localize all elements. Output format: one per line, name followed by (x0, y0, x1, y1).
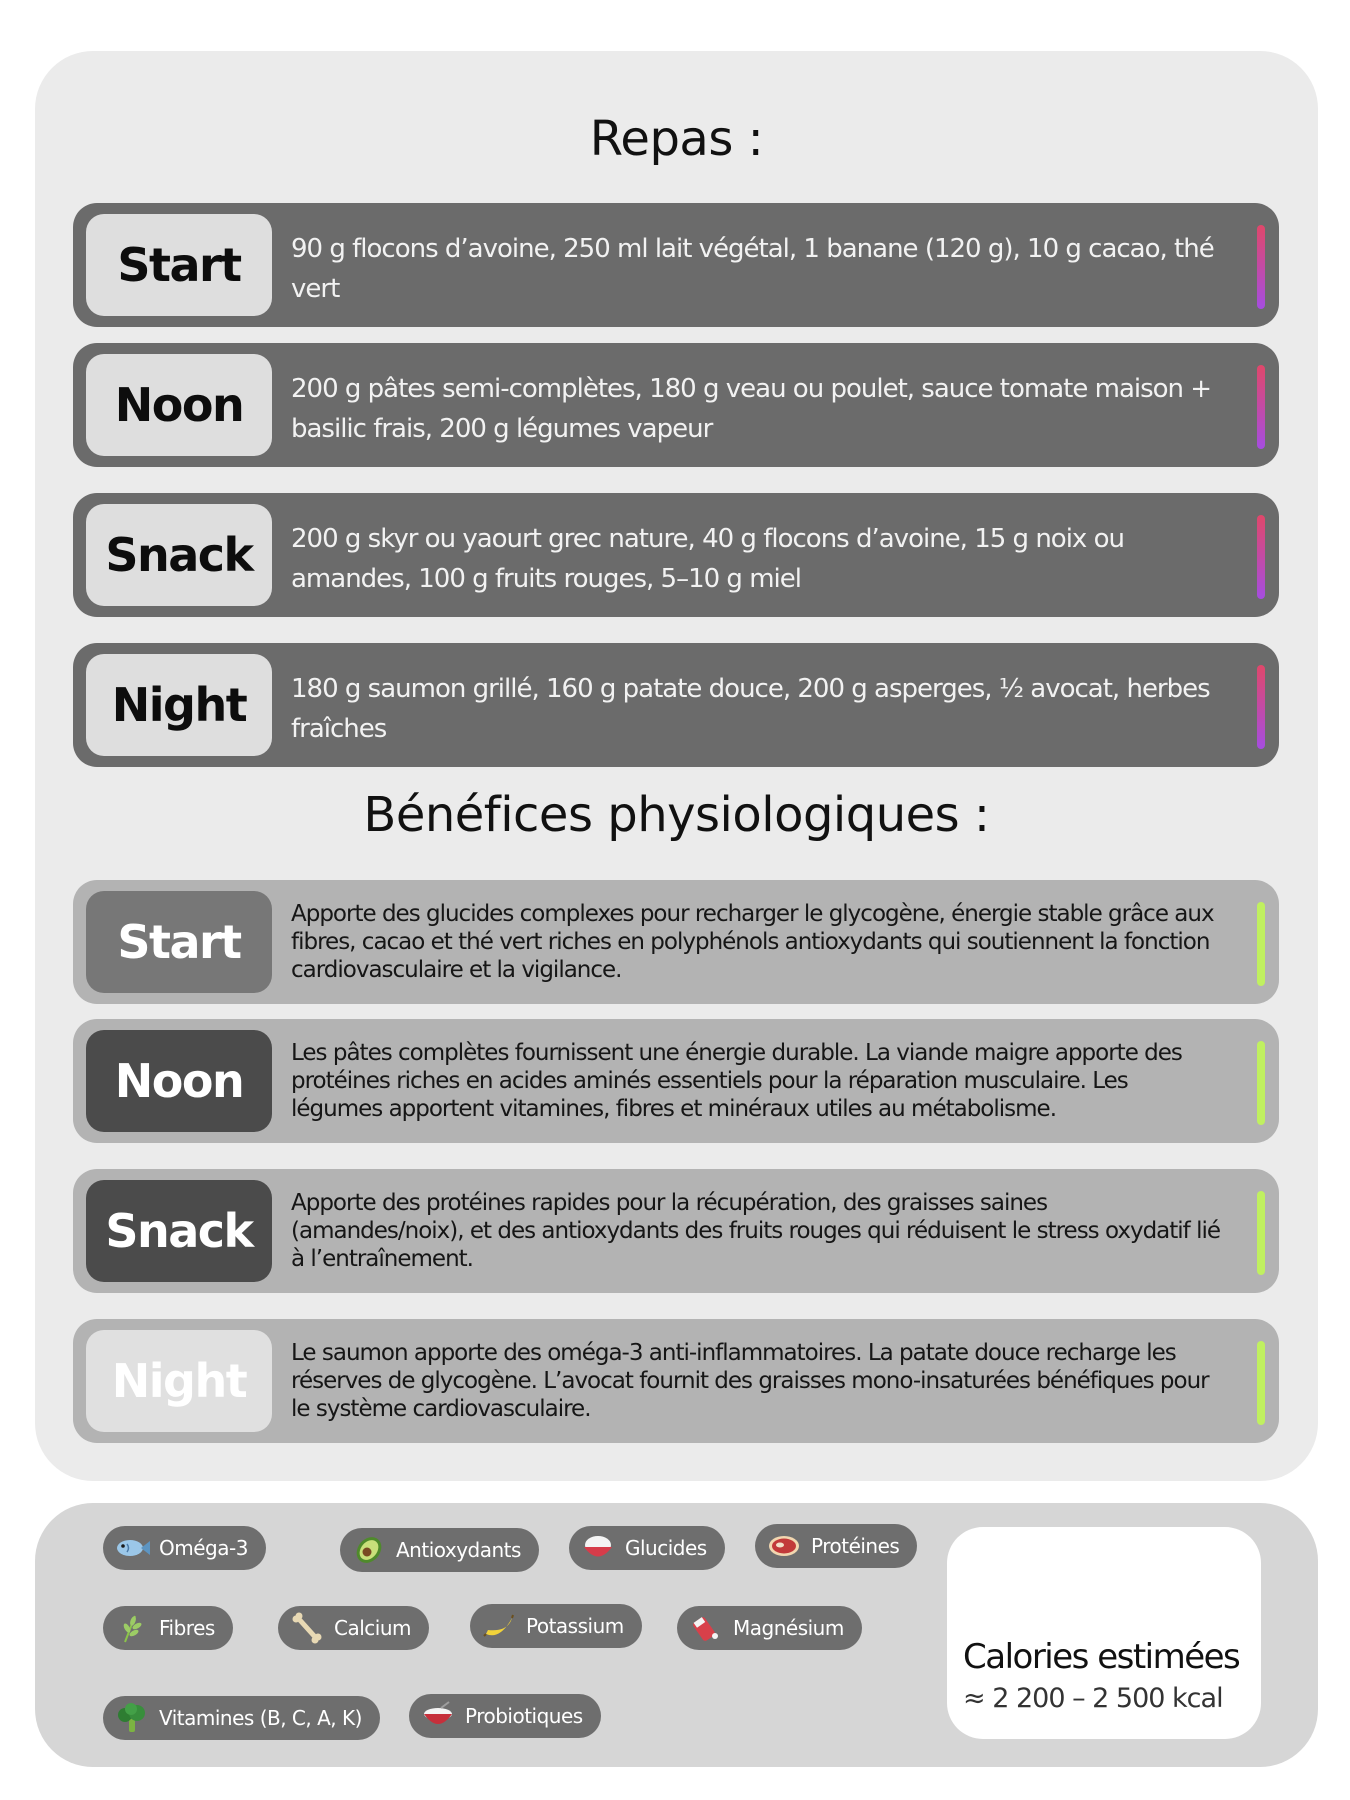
slot-label-snack: Snack (86, 1180, 272, 1282)
slot-label-night: Night (86, 1330, 272, 1432)
nutrient-label: Antioxydants (396, 1538, 521, 1562)
slot-label-noon: Noon (86, 354, 272, 456)
benefice-description: Les pâtes complètes fournissent une énergie durable. La viande maigre apporte des protéines riches en acides aminés essentiels pour la réparation musculaire. Les légumes apportent vitamines, fibres et minéraux utiles au métabolisme. (291, 1040, 1182, 1122)
avocado-icon (350, 1534, 388, 1566)
banana-icon (480, 1610, 518, 1642)
slot-label-night: Night (86, 654, 272, 756)
steak-icon (765, 1530, 803, 1562)
accent-bar (1257, 1041, 1265, 1125)
calories-box (947, 1527, 1261, 1739)
nutrient-label: Fibres (159, 1616, 215, 1640)
benefice-row-start (73, 880, 1279, 1004)
meal-description: 200 g pâtes semi-complètes, 180 g veau ou poulet, sauce tomate maison + basilic frais, 200 g légumes vapeur (291, 374, 1212, 444)
accent-bar (1257, 902, 1265, 986)
nutrient-chip-magnesium (677, 1606, 862, 1650)
benefice-row-snack (73, 1169, 1279, 1293)
nutrient-chip-calcium (278, 1606, 429, 1650)
broccoli-icon (113, 1702, 151, 1734)
benefice-row-noon (73, 1019, 1279, 1143)
nutrient-chip-omega3 (103, 1526, 266, 1570)
nutrient-chip-potassium (470, 1604, 642, 1648)
slot-label-start: Start (86, 891, 272, 993)
nutrient-chip-glucides (569, 1526, 725, 1570)
meal-description: 90 g flocons d’avoine, 250 ml lait végétal, 1 banane (120 g), 10 g cacao, thé vert (291, 234, 1214, 304)
accent-bar (1257, 365, 1265, 449)
repas-row-snack (73, 493, 1279, 617)
nutrient-label: Magnésium (733, 1616, 844, 1640)
benefice-description: Apporte des glucides complexes pour recharger le glycogène, énergie stable grâce aux fibres, cacao et thé vert riches en polyphénols antioxydants qui soutiennent la fonction cardiovasculaire et la vigilance. (291, 901, 1214, 983)
benefice-row-night (73, 1319, 1279, 1443)
repas-row-night (73, 643, 1279, 767)
supplement-icon (687, 1612, 725, 1644)
nutrient-chip-vitamines (103, 1696, 380, 1740)
calories-value: ≈ 2 200 – 2 500 kcal (963, 1683, 1223, 1714)
calories-title: Calories estimées (963, 1637, 1240, 1677)
nutrients-card (35, 1503, 1318, 1767)
benefice-description: Apporte des protéines rapides pour la récupération, des graisses saines (amandes/noix), et des antioxydants des fruits rouges qui réduisent le stress oxydatif lié à l’entraînement. (291, 1190, 1221, 1272)
meal-plan-card (35, 51, 1318, 1481)
yogurt-bowl-icon (419, 1700, 457, 1732)
slot-label-noon: Noon (86, 1030, 272, 1132)
accent-bar (1257, 225, 1265, 309)
slot-label-start: Start (86, 214, 272, 316)
fish-icon (113, 1532, 151, 1564)
nutrient-label: Probiotiques (465, 1704, 583, 1728)
meal-description: 180 g saumon grillé, 160 g patate douce, 200 g asperges, ½ avocat, herbes fraîches (291, 674, 1210, 744)
accent-bar (1257, 515, 1265, 599)
benefices-title: Bénéfices physiologiques : (363, 787, 990, 843)
repas-row-start (73, 203, 1279, 327)
nutrient-chip-probiotiques (409, 1694, 601, 1738)
nutrient-chip-fibres (103, 1606, 233, 1650)
nutrient-label: Protéines (811, 1534, 900, 1558)
nutrient-chip-proteines (755, 1524, 917, 1568)
wheat-icon (113, 1612, 151, 1644)
repas-title: Repas : (589, 111, 764, 167)
slot-label-snack: Snack (86, 504, 272, 606)
nutrient-chip-antioxydants (340, 1528, 539, 1572)
benefice-description: Le saumon apporte des oméga-3 anti-inflammatoires. La patate douce recharge les réserves de glycogène. L’avocat fournit des graisses mono-insaturées bénéfiques pour le système cardiovasculaire. (291, 1340, 1209, 1422)
nutrient-label: Potassium (526, 1614, 624, 1638)
rice-bowl-icon (579, 1532, 617, 1564)
meal-description: 200 g skyr ou yaourt grec nature, 40 g flocons d’avoine, 15 g noix ou amandes, 100 g fruits rouges, 5–10 g miel (291, 524, 1124, 594)
nutrient-label: Calcium (334, 1616, 411, 1640)
repas-row-noon (73, 343, 1279, 467)
bone-icon (288, 1612, 326, 1644)
accent-bar (1257, 1341, 1265, 1425)
accent-bar (1257, 1191, 1265, 1275)
nutrient-label: Vitamines (B, C, A, K) (159, 1706, 362, 1730)
accent-bar (1257, 665, 1265, 749)
nutrient-label: Glucides (625, 1536, 707, 1560)
nutrient-label: Oméga-3 (159, 1536, 248, 1560)
